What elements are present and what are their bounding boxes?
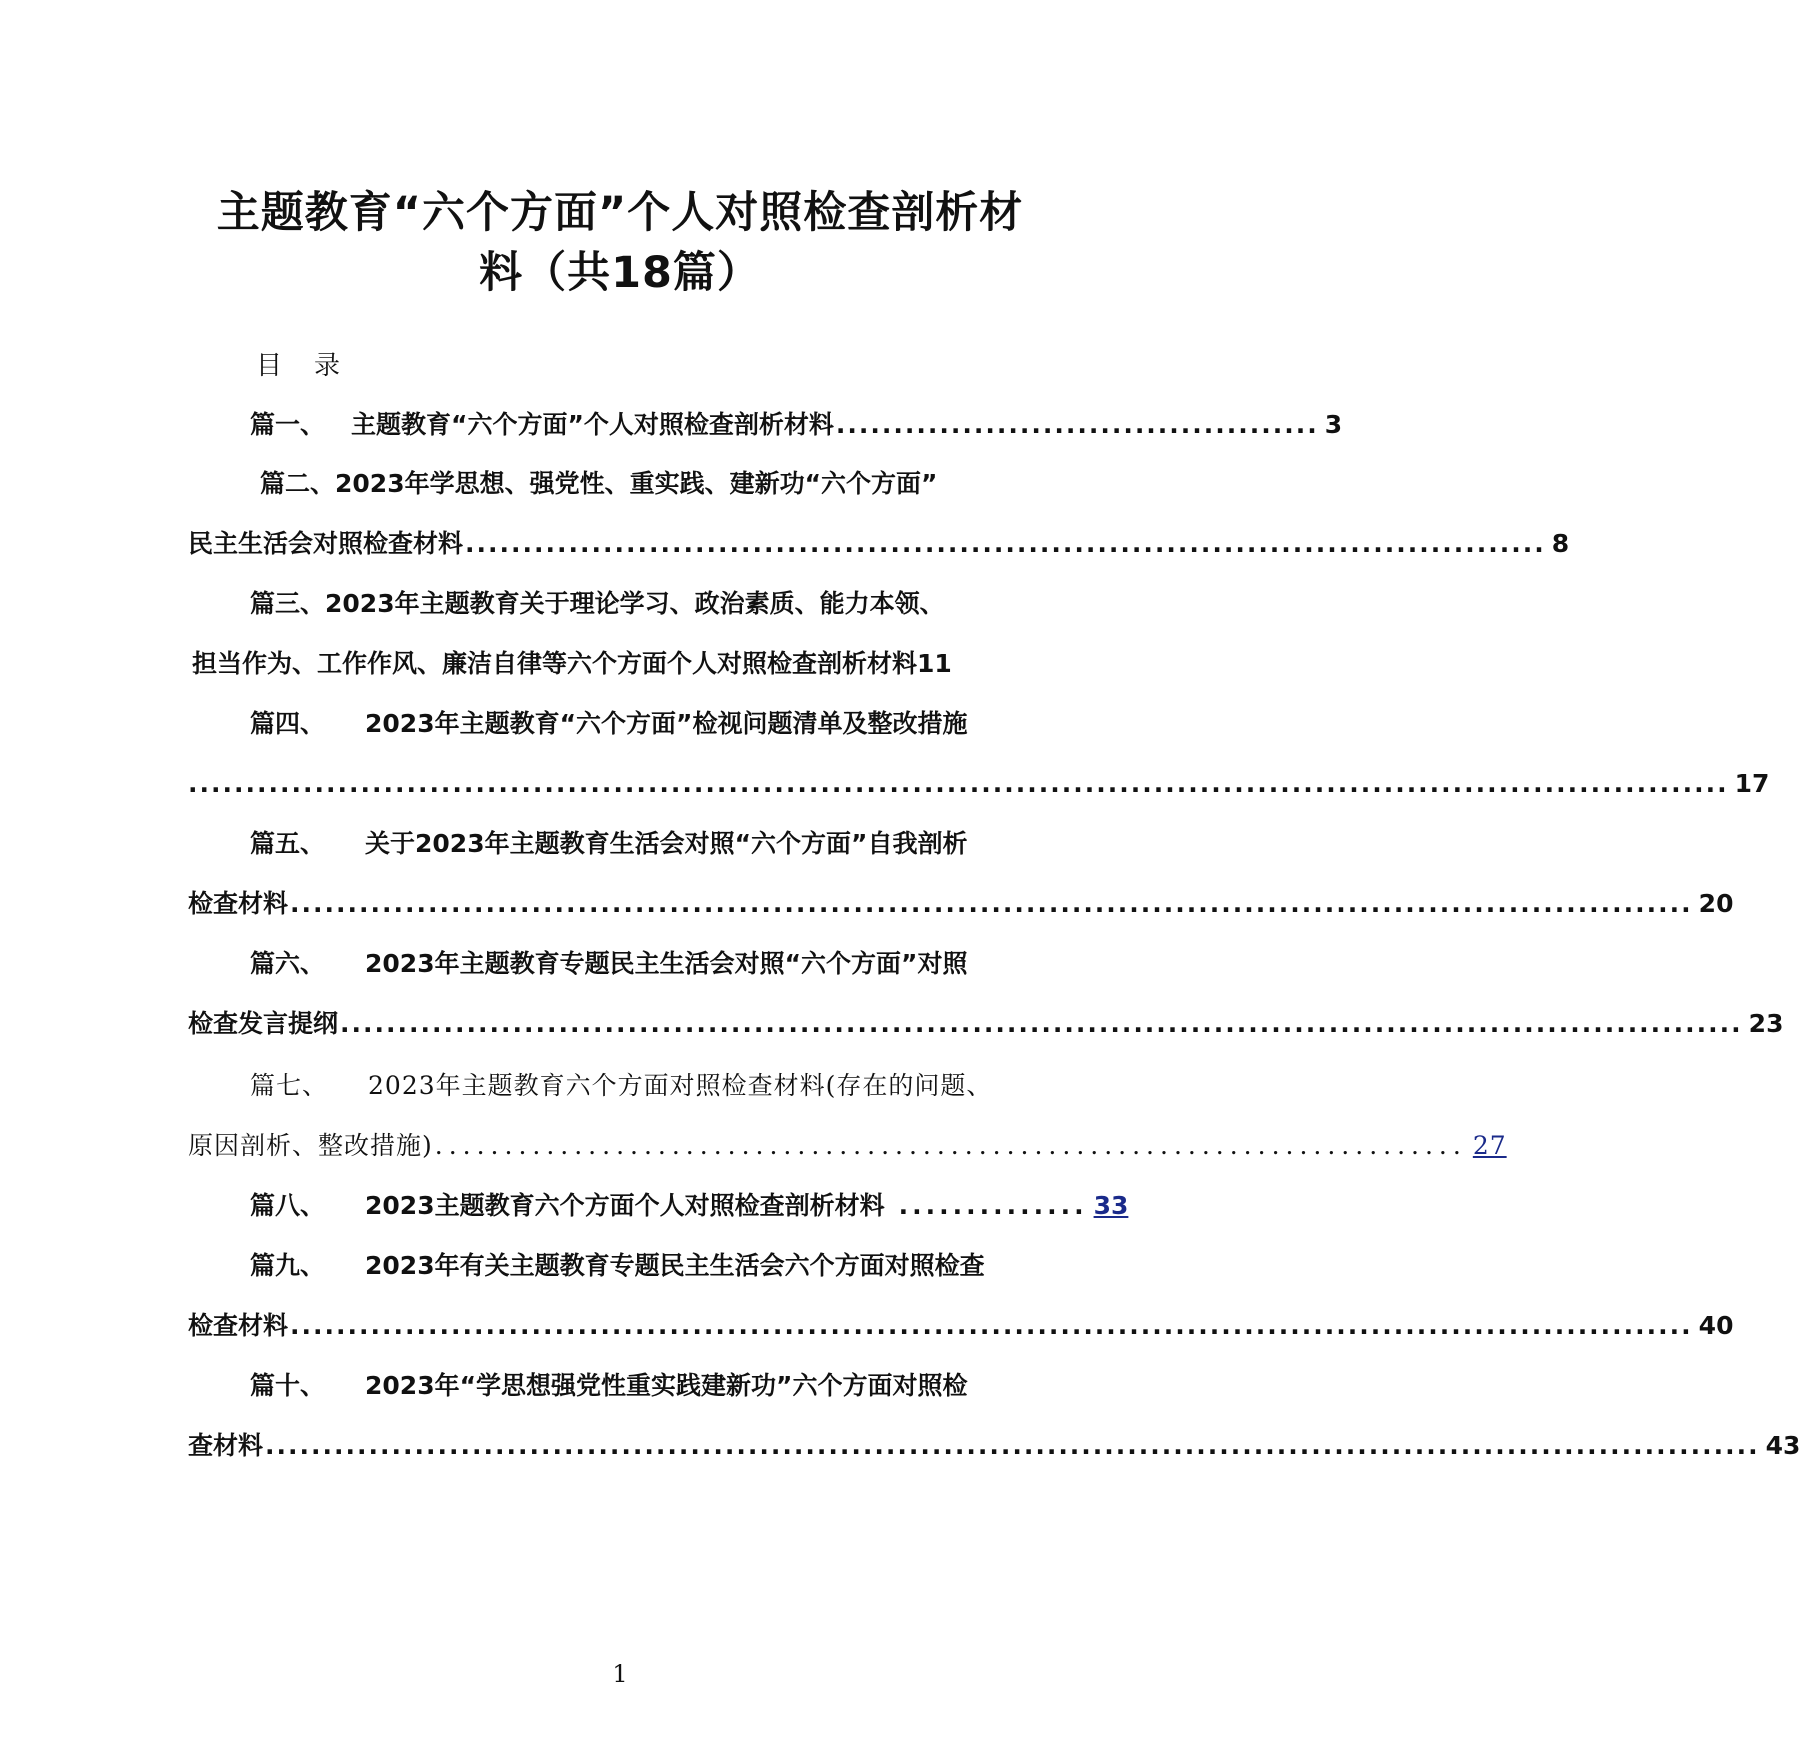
toc-entry-5-text-2: 检查材料 bbox=[188, 889, 289, 918]
toc-entry-8-num: 篇八、 bbox=[250, 1191, 326, 1220]
toc-entry-2-line-1[interactable] bbox=[188, 464, 1048, 504]
document-title-line-1: 主题教育“六个方面”个人对照检查剖析材 bbox=[216, 188, 1024, 238]
toc-entry-9-text-2: 检查材料 bbox=[188, 1311, 289, 1340]
toc-entry-3-text-2: 担当作为、工作作风、廉洁自律等六个方面个人对照检查剖析材料 bbox=[192, 649, 918, 678]
toc-entry-6-text-1: 2023年主题教育专题民主生活会对照“六个方面”对照 bbox=[365, 949, 968, 978]
toc-heading-char-2: 录 bbox=[314, 351, 343, 381]
toc-entry-10-line-2[interactable] bbox=[188, 1426, 1800, 1466]
toc-entry-1[interactable] bbox=[188, 405, 1343, 445]
toc-entry-6-num: 篇六、 bbox=[250, 949, 326, 978]
toc-entry-7-page-link[interactable]: 27 bbox=[1472, 1131, 1507, 1160]
toc-entry-9-num: 篇九、 bbox=[250, 1251, 326, 1280]
document-title-line-2: 料（共18篇） bbox=[479, 248, 761, 298]
toc-entry-6-line-2[interactable] bbox=[188, 1004, 1784, 1044]
toc-entry-3-num: 篇三、 bbox=[250, 589, 326, 618]
toc-leader-dots: .............. bbox=[898, 1191, 1088, 1220]
toc-entry-1-text: 主题教育“六个方面”个人对照检查剖析材料 bbox=[351, 410, 834, 439]
toc-leader-dots: .................................................................................................................................. bbox=[265, 1431, 1760, 1460]
toc-entry-4-line-1[interactable] bbox=[188, 704, 1048, 744]
toc-heading bbox=[256, 345, 372, 382]
toc-entry-8-page-link[interactable]: 33 bbox=[1093, 1191, 1129, 1220]
toc-entry-7-text-2: 原因剖析、整改措施) bbox=[188, 1131, 433, 1160]
toc-entry-10-line-1[interactable] bbox=[188, 1366, 1048, 1406]
toc-entry-10-page: 43 bbox=[1765, 1431, 1800, 1460]
toc-entry-9-line-2[interactable] bbox=[188, 1306, 1734, 1346]
toc-entry-4-line-2[interactable] bbox=[188, 764, 1770, 804]
toc-entry-5-text-1: 关于2023年主题教育生活会对照“六个方面”自我剖析 bbox=[365, 829, 968, 858]
toc-entry-4-text-1: 2023年主题教育“六个方面”检视问题清单及整改措施 bbox=[365, 709, 968, 738]
toc-leader-dots: ...................................................................................................................................... bbox=[188, 769, 1729, 798]
toc-entry-5-line-1[interactable] bbox=[188, 824, 1048, 864]
toc-entry-2-line-2[interactable] bbox=[188, 524, 1570, 564]
toc-entry-1-num: 篇一、 bbox=[250, 410, 326, 439]
toc-entry-8[interactable] bbox=[188, 1186, 1129, 1226]
toc-entry-7-line-1[interactable] bbox=[188, 1066, 1048, 1106]
toc-leader-dots: .......................................... bbox=[835, 410, 1319, 439]
toc-entry-2-page: 8 bbox=[1551, 529, 1570, 558]
toc-entry-3-line-1[interactable] bbox=[188, 584, 1048, 624]
toc-leader-dots: .......................................................................................................................... bbox=[290, 889, 1693, 918]
toc-entry-6-page: 23 bbox=[1748, 1009, 1784, 1038]
toc-entry-7-text-1: 2023年主题教育六个方面对照检查材料(存在的问题、 bbox=[368, 1071, 993, 1100]
page-number: 1 bbox=[612, 1660, 628, 1688]
toc-entry-10-num: 篇十、 bbox=[250, 1371, 326, 1400]
toc-entry-7-num: 篇七、 bbox=[250, 1071, 329, 1100]
toc-entry-10-text-1: 2023年“学思想强党性重实践建新功”六个方面对照检 bbox=[365, 1371, 968, 1400]
toc-entry-3-page: 11 bbox=[917, 649, 952, 678]
toc-heading-char-1: 目 bbox=[256, 351, 285, 381]
toc-leader-dots: .............................................................................................. bbox=[465, 529, 1546, 558]
toc-entry-10-text-2: 查材料 bbox=[188, 1431, 264, 1460]
toc-entry-2-text-2: 民主生活会对照检查材料 bbox=[188, 529, 464, 558]
toc-entry-6-text-2: 检查发言提纲 bbox=[188, 1009, 339, 1038]
toc-entry-8-text-1: 2023主题教育六个方面个人对照检查剖析材料 bbox=[365, 1191, 885, 1220]
toc-entry-7-line-2[interactable] bbox=[188, 1126, 1507, 1166]
toc-entry-9-line-1[interactable] bbox=[188, 1246, 1048, 1286]
toc-entry-2-text-1: 2023年学思想、强党性、重实践、建新功“六个方面” bbox=[335, 469, 938, 498]
toc-entry-5-num: 篇五、 bbox=[250, 829, 326, 858]
toc-entry-9-page: 40 bbox=[1698, 1311, 1734, 1340]
toc-leader-dots: .......................................................................... bbox=[434, 1131, 1467, 1160]
toc-entry-3-line-2[interactable] bbox=[188, 644, 1048, 684]
toc-entry-2-num: 篇二、 bbox=[260, 469, 336, 498]
toc-leader-dots: .......................................................................................................................... bbox=[290, 1311, 1693, 1340]
toc-entry-3-text-1: 2023年主题教育关于理论学习、政治素质、能力本领、 bbox=[325, 589, 945, 618]
toc-entry-6-line-1[interactable] bbox=[188, 944, 1048, 984]
toc-leader-dots: .......................................................................................................................... bbox=[340, 1009, 1743, 1038]
toc-entry-1-page: 3 bbox=[1324, 410, 1343, 439]
toc-entry-5-line-2[interactable] bbox=[188, 884, 1734, 924]
toc-entry-5-page: 20 bbox=[1698, 889, 1734, 918]
toc-entry-9-text-1: 2023年有关主题教育专题民主生活会六个方面对照检查 bbox=[365, 1251, 985, 1280]
toc-entry-4-num: 篇四、 bbox=[250, 709, 326, 738]
toc-entry-4-page: 17 bbox=[1734, 769, 1770, 798]
